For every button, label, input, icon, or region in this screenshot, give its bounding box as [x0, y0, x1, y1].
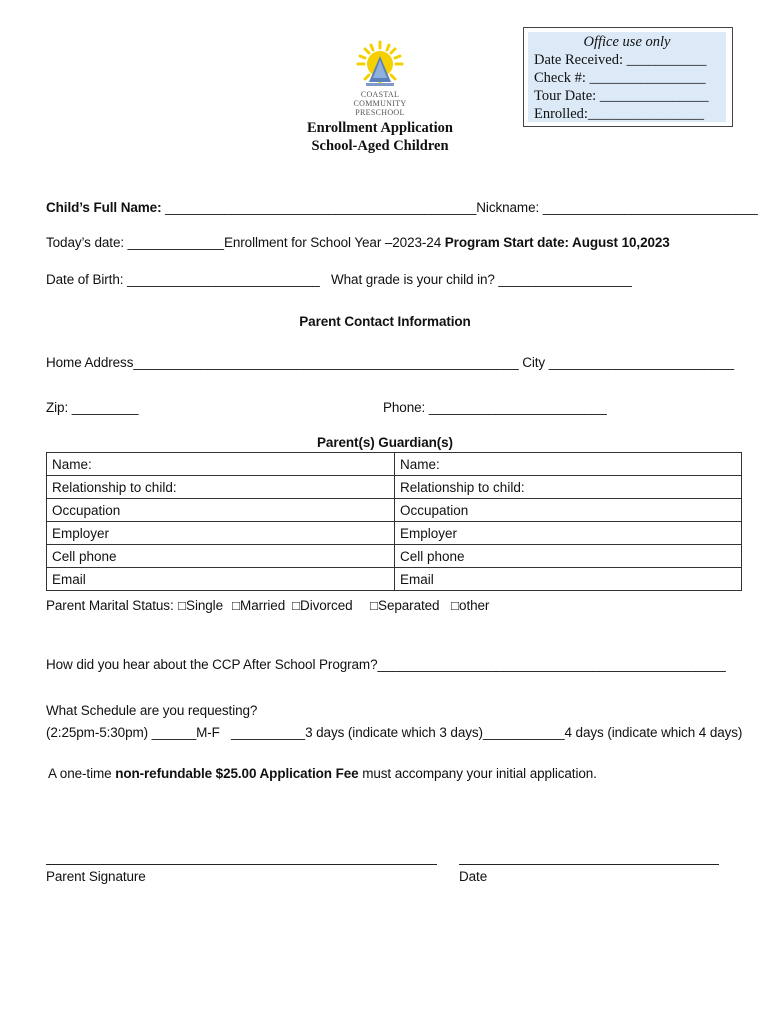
date-of-birth-field[interactable]: Date of Birth: __________________________ — [46, 272, 320, 287]
parent-signature-line[interactable] — [46, 864, 437, 865]
home-address-city-field[interactable]: Home Address____________________________________________________ City _________________________ — [46, 355, 734, 370]
enrollment-date-row — [46, 235, 670, 250]
schedule-4days-option[interactable]: ___________4 days (indicate which 4 days) — [483, 725, 743, 740]
table-row — [47, 453, 742, 476]
child-full-name-blank[interactable]: __________________________________________ — [161, 200, 477, 215]
parent-signature-label: Parent Signature — [46, 869, 146, 884]
marital-option-other[interactable]: □other — [451, 598, 490, 613]
date-signature-line[interactable] — [459, 864, 719, 865]
guardian2-email-cell[interactable]: Email — [395, 568, 742, 591]
table-row — [47, 499, 742, 522]
todays-date-field[interactable]: Today’s date: _____________ — [46, 235, 224, 250]
table-row — [47, 522, 742, 545]
marital-option-single[interactable]: □Single — [178, 598, 223, 613]
logo-line-3: PRESCHOOL — [355, 108, 405, 117]
zip-field[interactable]: Zip: _________ — [46, 400, 139, 415]
document-subtitle: School-Aged Children — [311, 138, 449, 154]
fee-text-bold: non-refundable $25.00 Application Fee — [115, 766, 359, 781]
guardian2-relationship-cell[interactable]: Relationship to child: — [395, 476, 742, 499]
child-full-name-label: Child’s Full Name: — [46, 200, 162, 215]
tour-date-field: Tour Date: _______________ — [534, 88, 709, 104]
guardians-heading: Parent(s) Guardian(s) — [317, 435, 453, 450]
fee-text-pre: A one-time — [48, 766, 116, 781]
logo-line-1: COASTAL — [360, 90, 400, 99]
schedule-question: What Schedule are you requesting? — [46, 703, 258, 718]
marital-option-married[interactable]: □Married — [232, 598, 286, 613]
application-fee-notice — [48, 766, 597, 781]
logo-wordmark — [328, 90, 432, 117]
table-row — [47, 568, 742, 591]
parent-contact-heading: Parent Contact Information — [299, 314, 471, 329]
child-full-name-row — [46, 200, 758, 215]
document-title: Enrollment Application — [307, 120, 453, 136]
guardian2-name-cell[interactable]: Name: — [395, 453, 742, 476]
marital-status-label: Parent Marital Status: — [46, 598, 174, 613]
guardian2-occupation-cell[interactable]: Occupation — [395, 499, 742, 522]
office-use-box — [523, 27, 733, 127]
table-row — [47, 545, 742, 568]
office-use-panel — [528, 32, 726, 122]
guardian1-occupation-cell[interactable]: Occupation — [47, 499, 395, 522]
table-row — [47, 476, 742, 499]
enrolled-field: Enrolled:________________ — [534, 106, 704, 122]
schedule-3days-option[interactable]: __________3 days (indicate which 3 days) — [231, 725, 483, 740]
marital-option-separated[interactable]: □Separated — [370, 598, 440, 613]
marital-option-divorced[interactable]: □Divorced — [292, 598, 353, 613]
schedule-mf-option[interactable]: (2:25pm-5:30pm) ______M-F — [46, 725, 220, 740]
guardian-table — [46, 452, 742, 591]
guardian2-employer-cell[interactable]: Employer — [395, 522, 742, 545]
enrollment-year-text: Enrollment for School Year –2023-24 — [223, 235, 445, 250]
hear-about-field[interactable]: How did you hear about the CCP After School Program?_______________________________________________ — [46, 657, 726, 672]
check-number-field: Check #: ________________ — [534, 70, 706, 86]
guardian1-email-cell[interactable]: Email — [47, 568, 395, 591]
guardian1-employer-cell[interactable]: Employer — [47, 522, 395, 545]
program-start-date: Program Start date: August 10,2023 — [444, 235, 670, 250]
date-label: Date — [459, 869, 488, 884]
nickname-field[interactable]: Nickname: _____________________________ — [476, 200, 758, 215]
grade-field[interactable]: What grade is your child in? __________________ — [331, 272, 632, 287]
office-use-title: Office use only — [583, 34, 671, 50]
guardian1-cellphone-cell[interactable]: Cell phone — [47, 545, 395, 568]
guardian2-cellphone-cell[interactable]: Cell phone — [395, 545, 742, 568]
logo-line-2: COMMUNITY — [353, 99, 407, 108]
date-received-field: Date Received: ___________ — [534, 52, 707, 68]
fee-text-post: must accompany your initial application. — [358, 766, 597, 781]
guardian1-relationship-cell[interactable]: Relationship to child: — [47, 476, 395, 499]
phone-field[interactable]: Phone: ________________________ — [383, 400, 607, 415]
guardian1-name-cell[interactable]: Name: — [47, 453, 395, 476]
